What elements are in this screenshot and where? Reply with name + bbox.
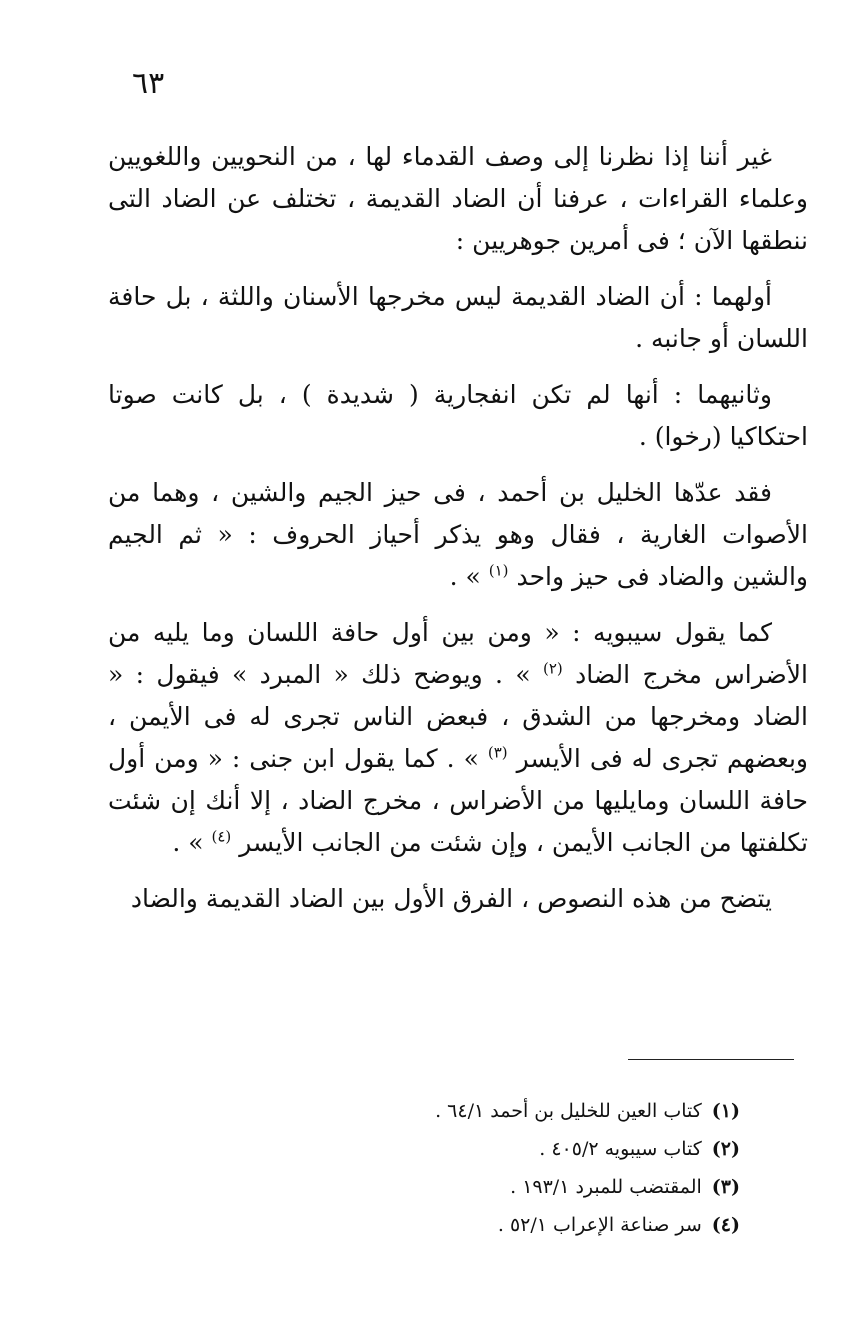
footnote-text: المقتضب للمبرد ١٩٣/١ . [510, 1176, 702, 1198]
footnote-reference[interactable]: (٢) [542, 659, 563, 678]
footnote-number: (٢) [711, 1138, 740, 1160]
paragraph-first-point [108, 276, 808, 360]
paragraph-text: يتضح من هذه النصوص ، الفرق الأول بين الضاد القديمة والضاد [130, 884, 772, 913]
paragraph-text: وثانيهما : أنها لم تكن انفجارية ( شديدة ) ، بل كانت صوتا احتكاكيا (رخوا) . [108, 380, 808, 451]
footnote-text: كتاب العين للخليل بن أحمد ٦٤/١ . [435, 1100, 702, 1122]
body-text [108, 136, 808, 934]
footnote-separator [628, 1059, 794, 1060]
paragraph-text-tail: » . كما يقول ابن جنى : « ومن أول حافة اللسان ومايليها من الأضراس ، مخرج الضاد ، إلا أنك إن شئت تكلفتها من الجانب الأيمن ، وإن شئت من الجانب الأيسر [108, 744, 808, 857]
paragraph-sibawayh [108, 612, 808, 864]
footnotes [300, 1092, 740, 1244]
paragraph-text: أولهما : أن الضاد القديمة ليس مخرجها الأسنان واللثة ، بل حافة اللسان أو جانبه . [108, 282, 808, 353]
paragraph-text-tail: » . [449, 562, 481, 591]
footnote-text: سر صناعة الإعراب ٥٢/١ . [497, 1214, 702, 1236]
footnote-reference[interactable]: (٣) [487, 743, 508, 762]
footnote-reference[interactable]: (٤) [211, 827, 232, 846]
footnote-reference[interactable]: (١) [488, 561, 509, 580]
paragraph-intro [108, 136, 808, 262]
page-number: ٦٣ [132, 66, 165, 101]
footnote-number: (٤) [711, 1214, 740, 1236]
paragraph-text-tail: » . [172, 828, 204, 857]
paragraph-text: كما يقول سيبويه : « ومن بين أول حافة اللسان وما يليه من الأضراس مخرج الضاد [108, 618, 808, 689]
footnote-item [300, 1206, 740, 1244]
footnote-number: (٣) [711, 1176, 740, 1198]
footnote-item [300, 1168, 740, 1206]
paragraph-conclusion [108, 878, 808, 920]
paragraph-text-tail: » . ويوضح ذلك « المبرد » فيقول : « الضاد ومخرجها من الشدق ، فبعض الناس تجرى له فى الأيمن ، وبعضهم تجرى له فى الأيسر [108, 660, 808, 773]
footnote-item [300, 1130, 740, 1168]
paragraph-second-point [108, 374, 808, 458]
footnote-text: كتاب سيبويه ٤٠٥/٢ . [539, 1138, 702, 1160]
footnote-item [300, 1092, 740, 1130]
paragraph-text: غير أننا إذا نظرنا إلى وصف القدماء لها ، من النحويين واللغويين وعلماء القراءات ، عرفنا أن الضاد القديمة ، تختلف عن الضاد التى ننطقها الآن ؛ فى أمرين جوهريين : [108, 142, 808, 255]
footnote-number: (١) [711, 1100, 740, 1122]
paragraph-text: فقد عدّها الخليل بن أحمد ، فى حيز الجيم والشين ، وهما من الأصوات الغارية ، فقال وهو يذكر أحياز الحروف : « ثم الجيم والشين والضاد فى حيز واحد [108, 478, 808, 591]
paragraph-khalil [108, 472, 808, 598]
